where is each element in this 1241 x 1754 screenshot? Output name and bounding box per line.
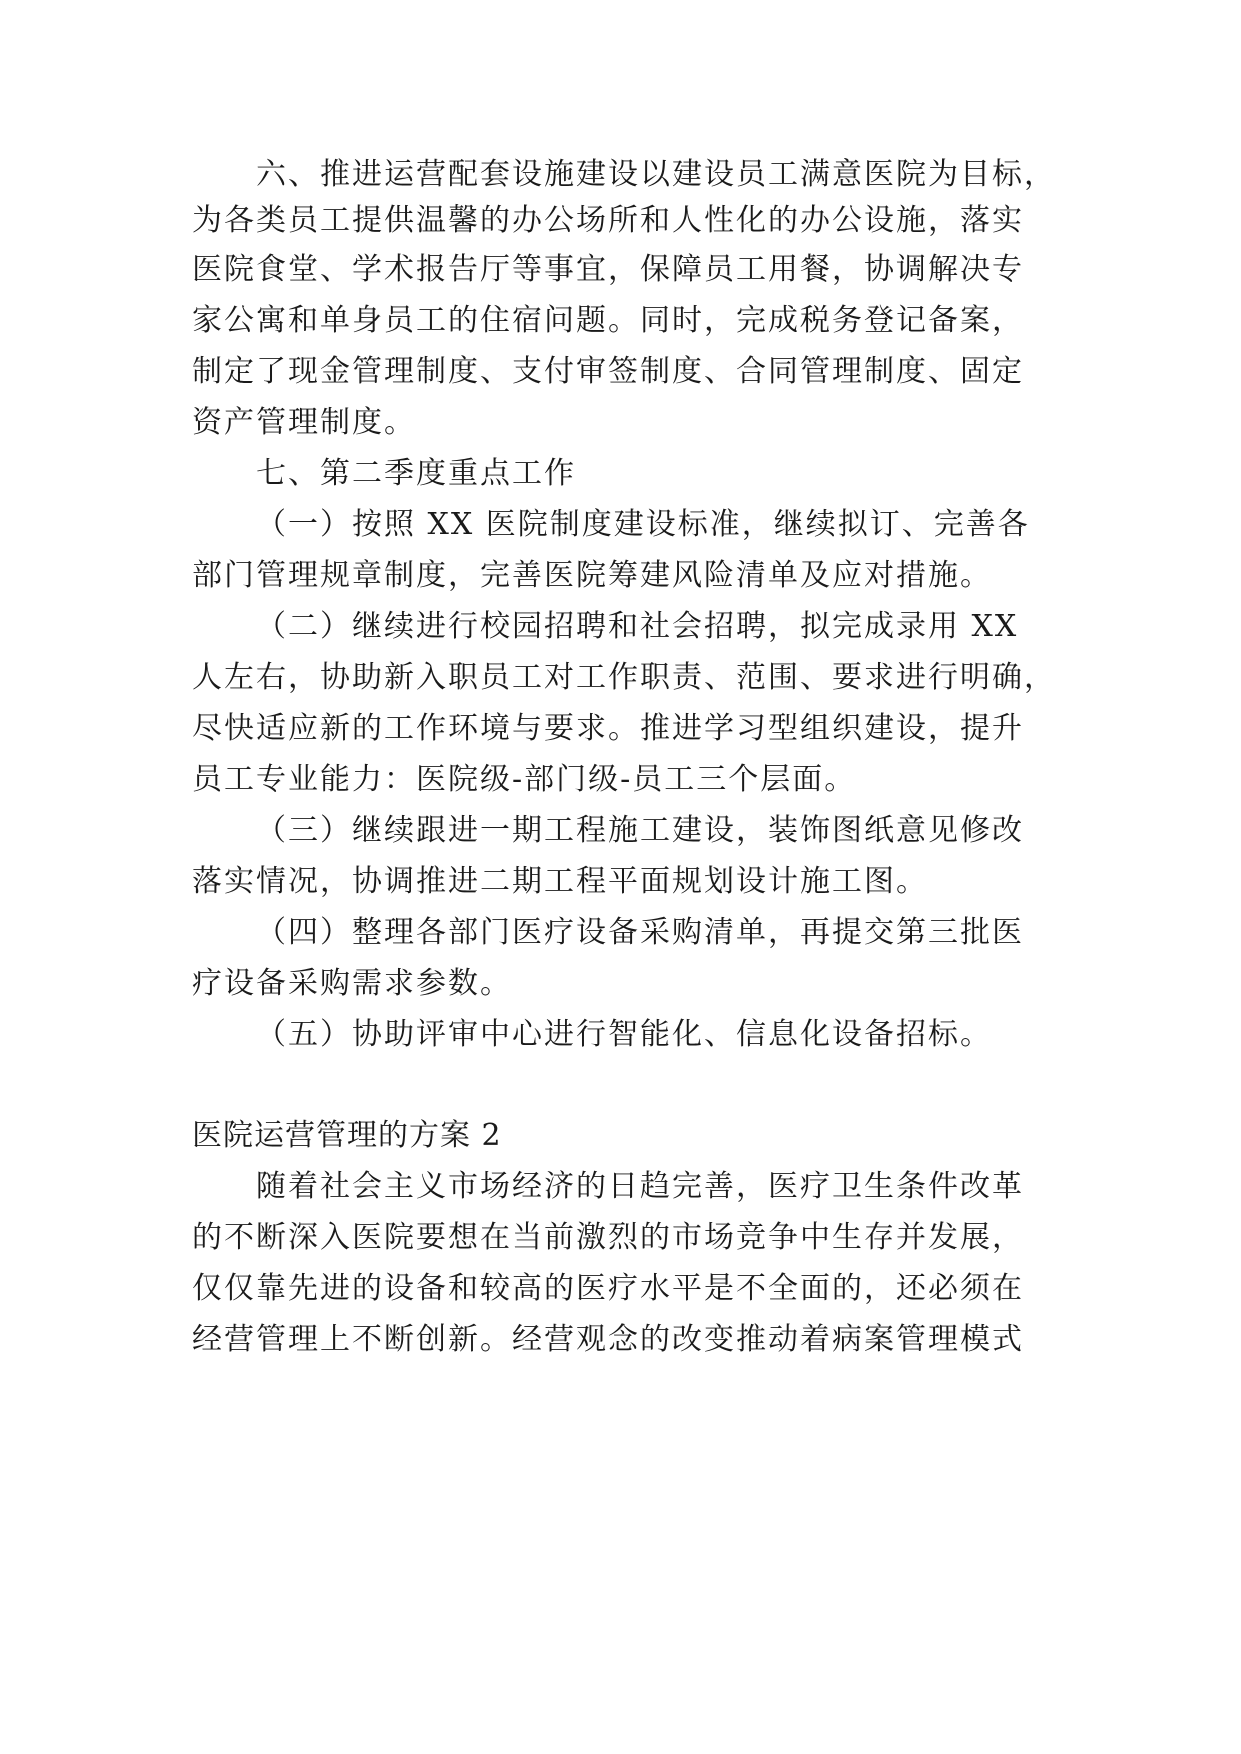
text-line: 仅仅靠先进的设备和较高的医疗水平是不全面的，还必须在: [192, 1271, 1024, 1306]
text-line: 经营管理上不断创新。经营观念的改变推动着病案管理模式: [192, 1322, 1024, 1357]
text-line: 人左右，协助新入职员工对工作职责、范围、要求进行明确，: [192, 660, 1056, 695]
text-line: （二）继续进行校园招聘和社会招聘，拟完成录用 XX: [256, 609, 1019, 644]
text-line: 部门管理规章制度，完善医院筹建风险清单及应对措施。: [192, 558, 992, 593]
text-line: 家公寓和单身员工的住宿问题。同时，完成税务登记备案，: [192, 303, 1024, 338]
text-line: 六、推进运营配套设施建设以建设员工满意医院为目标，: [256, 157, 1056, 192]
text-line: 制定了现金管理制度、支付审签制度、合同管理制度、固定: [192, 354, 1024, 389]
text-line: 尽快适应新的工作环境与要求。推进学习型组织建设，提升: [192, 711, 1024, 746]
text-line: （三）继续跟进一期工程施工建设，装饰图纸意见修改: [256, 813, 1024, 848]
text-line: （一）按照 XX 医院制度建设标准，继续拟订、完善各: [256, 507, 1030, 542]
text-line: （四）整理各部门医疗设备采购清单，再提交第三批医: [256, 915, 1024, 950]
text-line: 疗设备采购需求参数。: [192, 966, 512, 1001]
text-line: （五）协助评审中心进行智能化、信息化设备招标。: [256, 1017, 992, 1052]
text-line: 的不断深入医院要想在当前激烈的市场竞争中生存并发展，: [192, 1220, 1024, 1255]
text-line: 员工专业能力：医院级-部门级-员工三个层面。: [192, 762, 857, 797]
text-line: 资产管理制度。: [192, 405, 416, 440]
text-line: 医院食堂、学术报告厅等事宜，保障员工用餐，协调解决专: [192, 252, 1024, 287]
text-line: 为各类员工提供温馨的办公场所和人性化的办公设施，落实: [192, 203, 1024, 238]
text-line: 落实情况，协调推进二期工程平面规划设计施工图。: [192, 864, 928, 899]
section-heading: 七、第二季度重点工作: [256, 456, 576, 491]
text-line: 随着社会主义市场经济的日趋完善，医疗卫生条件改革: [256, 1169, 1024, 1204]
document-title: 医院运营管理的方案 2: [192, 1118, 502, 1153]
